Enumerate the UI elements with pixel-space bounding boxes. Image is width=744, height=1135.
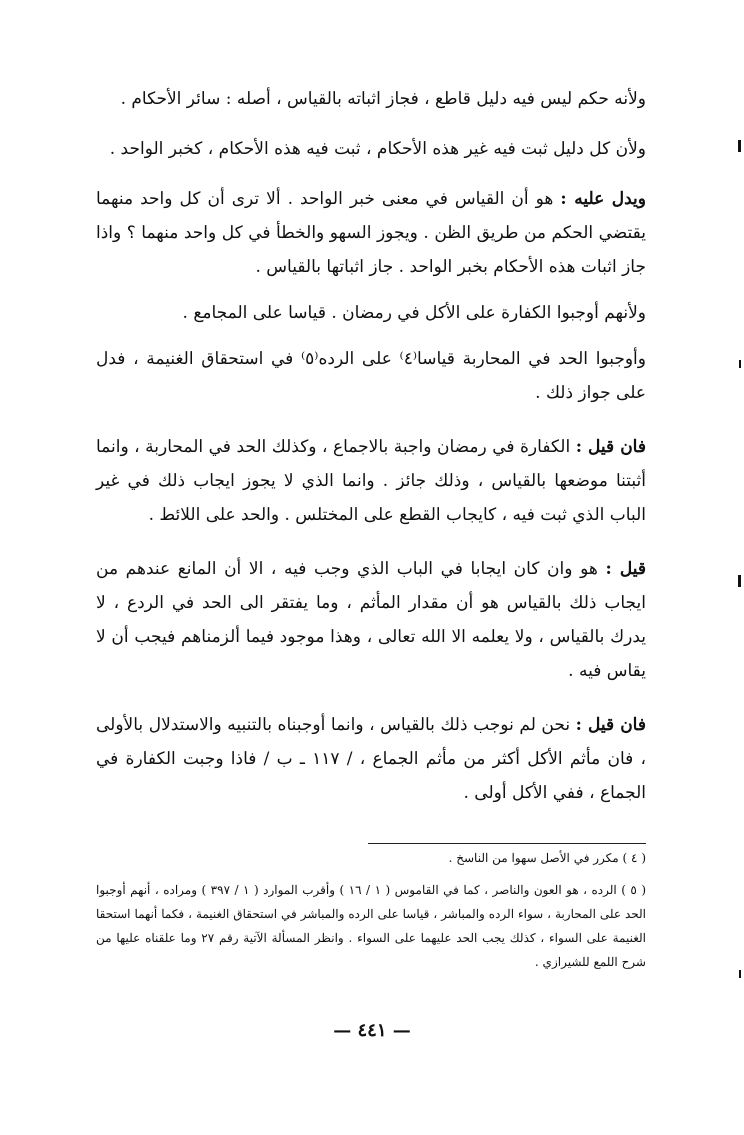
- paragraph-text: هو أن القياس في معنى خبر الواحد . ألا ترى أن كل واحد منهما يقتضي الحكم من طريق الظن . ويجوز السهو والخطأ في كل واحد منهما ؟ واذا جاز اثبات هذه الأحكام بخبر الواحد . جاز اثباتها بالقياس .: [96, 189, 646, 277]
- scan-edge-mark: [738, 575, 741, 587]
- paragraph-text: ولأن كل دليل ثبت فيه غير هذه الأحكام ، ثبت فيه هذه الأحكام ، كخبر الواحد .: [109, 139, 646, 159]
- scan-edge-mark: [738, 140, 741, 152]
- paragraph-6: [96, 430, 646, 532]
- footnote-4: ( ٤ ) مكرر في الأصل سهوا من الناسخ .: [448, 851, 646, 865]
- footnote-separator: [368, 843, 646, 844]
- paragraph-text: هو وان كان ايجابا في الباب الذي وجب فيه ، الا أن المانع عندهم من ايجاب ذلك بالقياس هو أن مقدار المأثم ، وما يفتقر الى الحد في الردع ، لا يدرك بالقياس ، ولا يعلمه الا الله تعالى ، وهذا موجود فيما ألزمناهم فيجب أن لا يقاس فيه .: [96, 559, 646, 681]
- paragraph-lead: فان قيل :: [575, 715, 646, 735]
- paragraph-lead: ويدل عليه :: [560, 189, 646, 209]
- paragraph-5: [96, 342, 646, 410]
- paragraph-1: [96, 82, 646, 116]
- paragraph-text: وأوجبوا الحد في المحاربة قياسا⁽٤⁾ على الرده⁽٥⁾ في استحقاق الغنيمة ، فدل على جواز ذلك .: [96, 349, 646, 403]
- footnotes: [96, 846, 646, 982]
- scan-edge-mark: [739, 360, 741, 368]
- paragraph-4: [96, 296, 646, 330]
- paragraph-text: ولأنه حكم ليس فيه دليل قاطع ، فجاز اثباته بالقياس ، أصله : سائر الأحكام .: [120, 89, 646, 109]
- paragraph-7: [96, 552, 646, 688]
- paragraph-lead: فان قيل :: [575, 437, 646, 457]
- paragraph-text: ولأنهم أوجبوا الكفارة على الأكل في رمضان . قياسا على المجامع .: [182, 303, 646, 323]
- main-text: [96, 82, 646, 810]
- paragraph-text: نحن لم نوجب ذلك بالقياس ، وانما أوجبناه بالتنبيه والاستدلال بالأولى ، فان مأثم الأكل أكثر من مأثم الجماع ، / ١١٧ ـ ب / فاذا وجبت الكفارة في الجماع ، ففي الأكل أولى .: [96, 715, 646, 803]
- footnote-5: ( ٥ ) الرده ، هو العون والناصر ، كما في القاموس ( ١ / ١٦ ) وأقرب الموارد ( ١ / ٣٩٧ ) ومراده ، أنهم أوجبوا الحد على المحاربة ، سواء الرده والمباشر ، قياسا على الرده والمباشر في استحقاق الغنيمة ، فكما أنهما استحقا الغنيمة على السواء ، كذلك يجب الحد عليهما على السواء . وانظر المسألة الآتية رقم ٢٧ وما علقناه عليها من شرح اللمع للشيرازي .: [96, 883, 647, 969]
- page-number: — ٤٤١ —: [333, 1020, 411, 1041]
- scan-edge-mark: [739, 970, 741, 978]
- paragraph-text: الكفارة في رمضان واجبة بالاجماع ، وكذلك الحد في المحاربة ، وانما أثبتنا موضعها بالقياس ، وذلك جائز . وانما الذي لا يجوز ايجاب ذلك في غير الباب الذي ثبت فيه ، كايجاب القطع على المختلس . والحد على اللائط .: [96, 437, 646, 525]
- paragraph-2: [96, 132, 646, 166]
- paragraph-8: [96, 708, 646, 810]
- paragraph-lead: قيل :: [605, 559, 647, 579]
- paragraph-3: [96, 182, 646, 284]
